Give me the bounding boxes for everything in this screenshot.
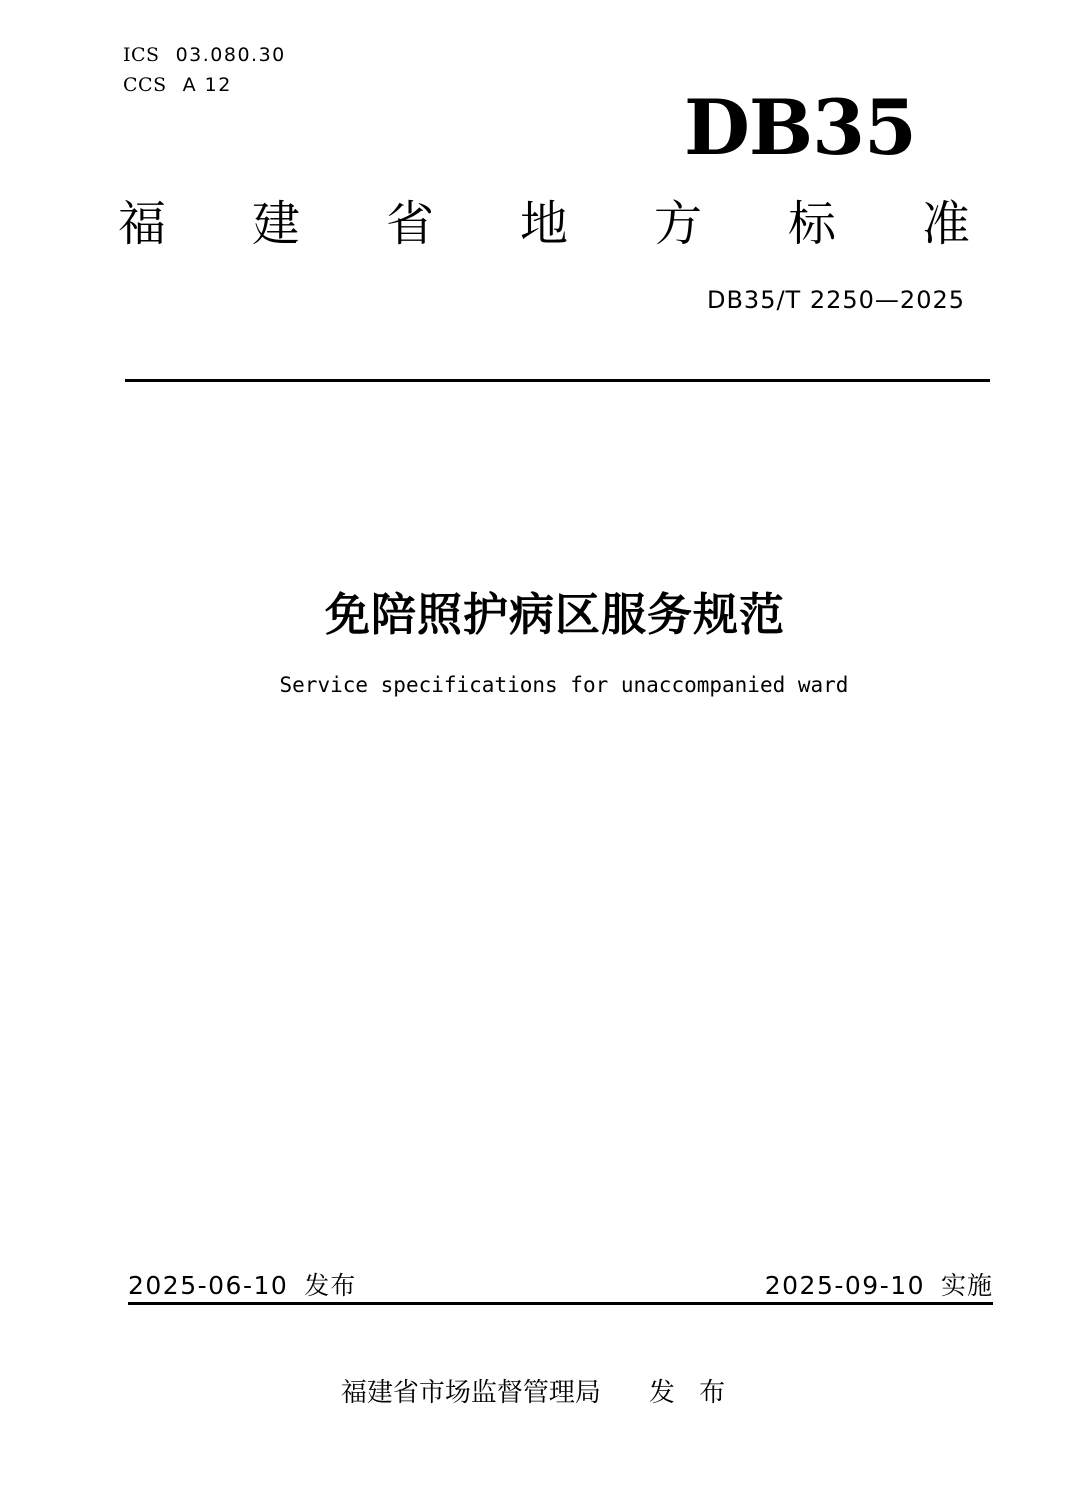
publish-label: 发 布 bbox=[648, 1378, 726, 1408]
db35-logo: DB35 bbox=[684, 83, 916, 172]
standard-number: DB35/T 2250—2025 bbox=[706, 286, 965, 314]
document-title-en: Service specifications for unaccompanied ward bbox=[279, 673, 849, 697]
ccs-row bbox=[123, 74, 286, 104]
issue-date: 2025-06-10 bbox=[128, 1271, 289, 1300]
implementation-date: 2025-09-10 bbox=[764, 1271, 926, 1300]
issue-date-label: 发布 bbox=[304, 1271, 357, 1300]
header-rule bbox=[125, 379, 990, 382]
implementation-date-group bbox=[765, 1266, 993, 1302]
implementation-date-label: 实施 bbox=[940, 1271, 993, 1300]
ics-label: ICS bbox=[123, 44, 160, 66]
ics-value: 03.080.30 bbox=[175, 44, 286, 66]
standard-type-heading: 福建省地方标准 bbox=[118, 196, 1057, 252]
issue-date-group bbox=[128, 1266, 356, 1302]
ccs-label: CCS bbox=[123, 74, 167, 96]
dates-row bbox=[128, 1266, 993, 1302]
footer-rule bbox=[128, 1302, 993, 1305]
publisher-name: 福建省市场监督管理局 bbox=[340, 1378, 601, 1408]
document-title-cn: 免陪照护病区服务规范 bbox=[324, 588, 785, 641]
ics-row bbox=[123, 44, 286, 74]
ics-ccs-block bbox=[123, 44, 286, 104]
ccs-value: A 12 bbox=[182, 74, 232, 96]
publisher-row bbox=[0, 1372, 1066, 1409]
